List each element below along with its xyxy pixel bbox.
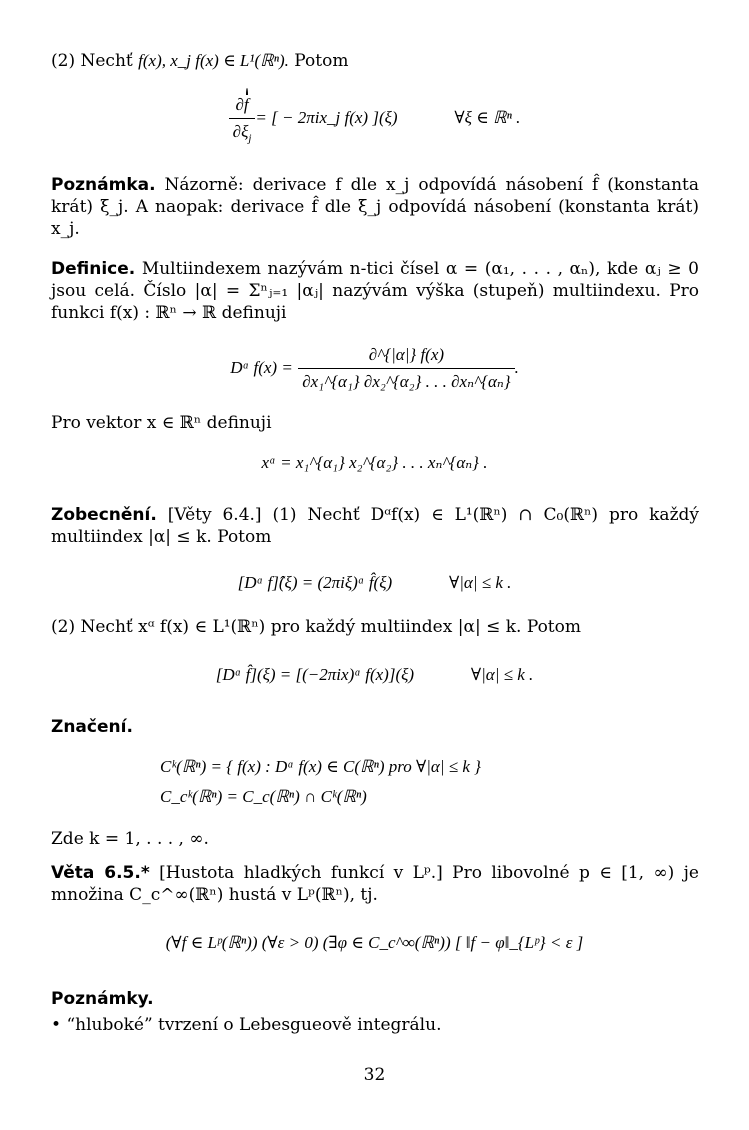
veta-text: [Hustota hladkých funkcí v Lᵖ.] Pro libovolné p ∈ [1, ∞) je množina C_c^∞(ℝⁿ) hustá v Lᵖ(ℝⁿ), tj.: [51, 863, 699, 906]
item2-tail: Potom: [294, 51, 349, 71]
density-formula: [0, 932, 749, 954]
definice-paragraph: [51, 258, 699, 324]
derivative-denominator: ∂x₁^{α₁} ∂x₂^{α₂} . . . ∂xₙ^{αₙ}: [302, 372, 511, 392]
definice-text2: Pro vektor x ∈ ℝⁿ definuji: [51, 413, 272, 433]
zobecneni-heading: Zobecnění.: [51, 505, 157, 525]
bullet-icon: •: [51, 1015, 62, 1035]
zobecneni-formula1: [0, 572, 749, 594]
formula1-quantifier: ∀ξ ∈ ℝⁿ .: [454, 108, 521, 128]
veta-paragraph: [51, 862, 699, 906]
poznamka-paragraph: [51, 174, 699, 240]
poznamka-text: Názorně: derivace f dle x_j odpovídá násobení f̂ (konstanta krát) ξ_j. A naopak: derivace f̂ dle ξ_j odpovídá násobení (konstanta krát) x_j.: [51, 175, 699, 240]
density-expression: (∀f ∈ Lᵖ(ℝⁿ)) (∀ε > 0) (∃φ ∈ C_c^∞(ℝⁿ)) [ ‖f − φ‖_{Lᵖ} < ε ]: [165, 933, 584, 952]
zde-text: Zde k = 1, . . . , ∞.: [51, 829, 209, 849]
definice-text1: Multiindexem nazývám n-tici čísel α = (α₁, . . . , αₙ), kde αⱼ ≥ 0 jsou celá. Číslo |α| = Σⁿⱼ₌₁ |αⱼ| nazývám výška (stupeň) multiindexu. Pro funkci f(x) : ℝⁿ → ℝ definuji: [51, 259, 699, 324]
vektor-line: [51, 412, 699, 434]
zobecneni-text2: (2) Nechť xᵅ f(x) ∈ L¹(ℝⁿ) pro každý multiindex |α| ≤ k. Potom: [51, 617, 581, 637]
derivative-numerator: ∂^{|α|} f(x): [298, 344, 514, 369]
derivative-fraction: [298, 344, 514, 393]
znaceni-definitions: [160, 756, 481, 808]
poznamky-heading: Poznámky.: [51, 989, 154, 1009]
derivative-lhs: Dᵅ f(x) =: [230, 358, 293, 378]
zobecneni-paragraph: [51, 504, 699, 548]
poznamka-heading: Poznámka.: [51, 175, 156, 195]
definice-heading: Definice.: [51, 259, 136, 279]
formula1-rhs: = [ − 2πix_j f(x) ](ξ): [255, 108, 398, 128]
multiindex-derivative-formula: [0, 344, 749, 393]
znaceni-heading: Značení.: [51, 717, 133, 737]
monomial-expression: xᵅ = x₁^{α₁} x₂^{α₂} . . . xₙ^{αₙ} .: [261, 453, 488, 472]
zobecneni-formula1-lhs: [Dᵅ f]̂(ξ) = (2πiξ)ᵅ f̂(ξ): [237, 573, 393, 592]
page-number-text: 32: [363, 1065, 386, 1085]
znaceni-heading-line: [51, 716, 699, 738]
poznamky-heading-line: [51, 988, 699, 1010]
ck-definition: Cᵏ(ℝⁿ) = { f(x) : Dᵅ f(x) ∈ C(ℝⁿ) pro ∀|α| ≤ k }: [160, 757, 481, 776]
derivative-end: .: [514, 358, 519, 378]
zobecneni-formula1-quantifier: ∀|α| ≤ k .: [448, 573, 512, 592]
poznamky-list-item: [51, 1014, 699, 1036]
zde-line: [51, 828, 699, 850]
fourier-derivative-formula: [0, 94, 749, 143]
item2-statement: [51, 50, 699, 72]
zobecneni-formula2-quantifier: ∀|α| ≤ k .: [470, 665, 534, 684]
cck-definition: C_cᵏ(ℝⁿ) = C_c(ℝⁿ) ∩ Cᵏ(ℝⁿ): [160, 787, 367, 807]
poznamky-item1: “hluboké” tvrzení o Lebesgueově integrálu.: [66, 1015, 442, 1035]
monomial-formula: [0, 452, 749, 474]
partial-fhat-fraction: $\frac{\partial f}{\partial\xi_j}$: [229, 94, 256, 143]
zobecneni-formula2: [0, 664, 749, 686]
zobecneni-formula2-lhs: [Dᵅ f̂](ξ) = [(−2πix)ᵅ f(x)](ξ): [215, 665, 415, 684]
zobecneni-item2: [51, 616, 699, 638]
item2-lead: (2) Nechť: [51, 51, 133, 71]
page-number: [0, 1064, 749, 1086]
veta-heading: Věta 6.5.*: [51, 863, 150, 883]
zobecneni-text1: [Věty 6.4.] (1) Nechť Dᵅf(x) ∈ L¹(ℝⁿ) ∩ C₀(ℝⁿ) pro každý multiindex |α| ≤ k. Potom: [51, 505, 700, 548]
item2-math: f(x), x_j f(x) ∈ L¹(ℝⁿ).: [138, 51, 289, 70]
